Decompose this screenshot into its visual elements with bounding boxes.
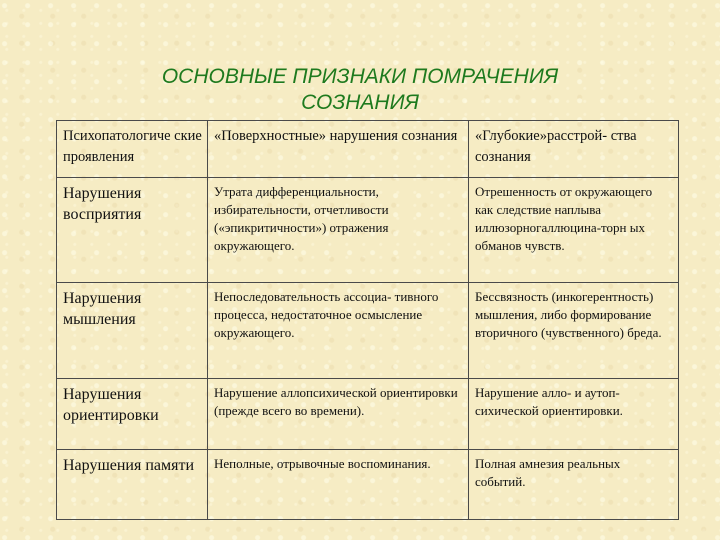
deep-cell: Полная амнезия реальных событий. xyxy=(469,450,679,520)
deep-cell: Нарушение алло- и аутоп- сихической ориентировки. xyxy=(469,379,679,450)
header-surface-disorders: «Поверхностные» нарушения сознания xyxy=(208,121,469,178)
table-row xyxy=(57,379,679,450)
surface-cell: Утрата дифференциальности, избирательности, отчетливости («эпикритичности») отражения окружающего. xyxy=(208,178,469,283)
title-line-2: СОЗНАНИЯ xyxy=(301,91,419,114)
header-manifestations: Психопатологиче ские проявления xyxy=(57,121,208,178)
row-label: Нарушения ориентировки xyxy=(57,379,208,450)
surface-cell: Неполные, отрывочные воспоминания. xyxy=(208,450,469,520)
header-deep-disorders: «Глубокие»расстрой- ства сознания xyxy=(469,121,679,178)
title-line-1: ОСНОВНЫЕ ПРИЗНАКИ ПОМРАЧЕНИЯ xyxy=(161,65,559,88)
table-row xyxy=(57,283,679,379)
table-row xyxy=(57,450,679,520)
row-label: Нарушения памяти xyxy=(57,450,208,520)
deep-cell: Отрешенность от окружающего как следствие наплыва иллюзорногаллюцина-торн ых обманов чувств. xyxy=(469,178,679,283)
row-label: Нарушения восприятия xyxy=(57,178,208,283)
table-row xyxy=(57,178,679,283)
surface-cell: Непоследовательность ассоциа- тивного процесса, недостаточное осмысление окружающего. xyxy=(208,283,469,379)
deep-cell: Бессвязность (инкогерентность) мышления, либо формирование вторичного (чувственного) бреда. xyxy=(469,283,679,379)
surface-cell: Нарушение аллопсихической ориентировки (прежде всего во времени). xyxy=(208,379,469,450)
page-title xyxy=(0,64,720,116)
row-label: Нарушения мышления xyxy=(57,283,208,379)
signs-table xyxy=(56,120,679,520)
table-header-row xyxy=(57,121,679,178)
